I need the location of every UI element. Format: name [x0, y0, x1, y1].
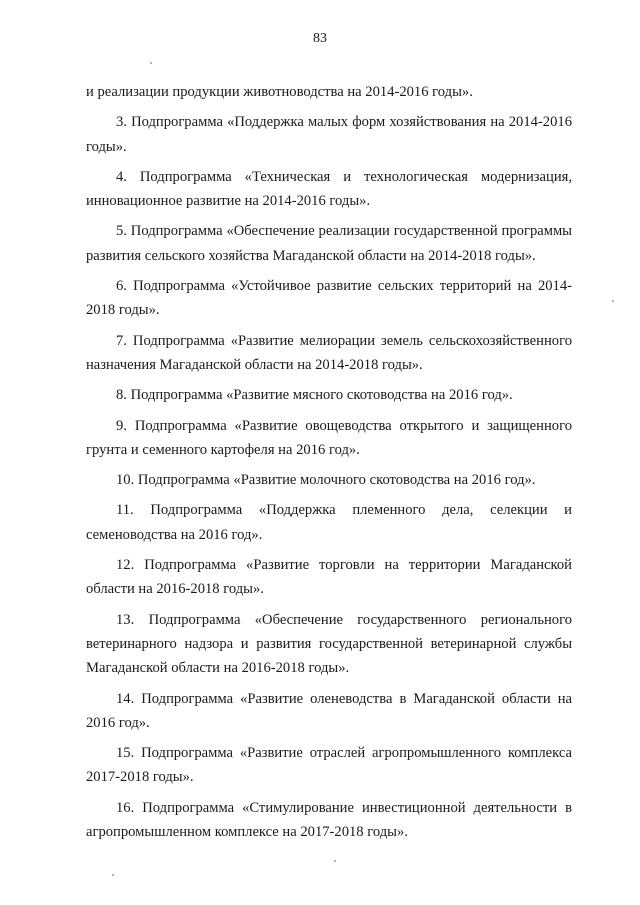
document-body	[86, 80, 572, 850]
paragraph-item-11: 11. Подпрограмма «Поддержка племенного дела, селекции и семеноводства на 2016 год».	[86, 502, 572, 543]
paragraph-item-8: 8. Подпрограмма «Развитие мясного скотоводства на 2016 год».	[116, 387, 513, 404]
paragraph-item-12: 12. Подпрограмма «Развитие торговли на территории Магаданской области на 2016-2018 годы».	[86, 557, 572, 598]
paragraph-item-4: 4. Подпрограмма «Техническая и технологическая модернизация, инновационное развитие на 2014-2016 годы».	[86, 168, 572, 210]
paragraph-item-14: 14. Подпрограмма «Развитие оленеводства в Магаданской области на 2016 год».	[86, 690, 572, 731]
paragraph-item-9: 9. Подпрограмма «Развитие овощеводства открытого и защищенного грунта и семенного картофеля на 2016 год».	[86, 417, 572, 458]
paragraph-item-6: 6. Подпрограмма «Устойчивое развитие сельских территорий на 2014-2018 годы».	[86, 278, 572, 319]
paragraph-item-13: 13. Подпрограмма «Обеспечение государственного регионального ветеринарного надзора и развития государственной ветеринарной службы Магаданской области на 2016-2018 годы».	[86, 611, 572, 677]
scan-speck	[612, 300, 614, 302]
paragraph-item-5: 5. Подпрограмма «Обеспечение реализации государственной программы развития сельского хозяйства Магаданской области на 2014-2018 годы».	[86, 223, 572, 264]
paragraph-continuation: и реализации продукции животноводства на 2014-2016 годы».	[86, 84, 473, 100]
scan-speck	[112, 874, 114, 876]
scan-speck	[150, 62, 152, 64]
paragraph-item-10: 10. Подпрограмма «Развитие молочного скотоводства на 2016 год».	[116, 472, 536, 489]
page-number: 83	[313, 31, 327, 46]
paragraph-item-15: 15. Подпрограмма «Развитие отраслей агропромышленного комплекса 2017-2018 годы».	[86, 745, 572, 786]
paragraph-item-7: 7. Подпрограмма «Развитие мелиорации земель сельскохозяйственного назначения Магаданской области на 2014-2018 годы».	[86, 332, 572, 373]
paragraph-item-3: 3. Подпрограмма «Поддержка малых форм хозяйствования на 2014-2016 годы».	[86, 114, 572, 155]
paragraph-item-16: 16. Подпрограмма «Стимулирование инвестиционной деятельности в агропромышленном комплексе на 2017-2018 годы».	[86, 799, 572, 841]
scan-speck	[334, 860, 336, 862]
